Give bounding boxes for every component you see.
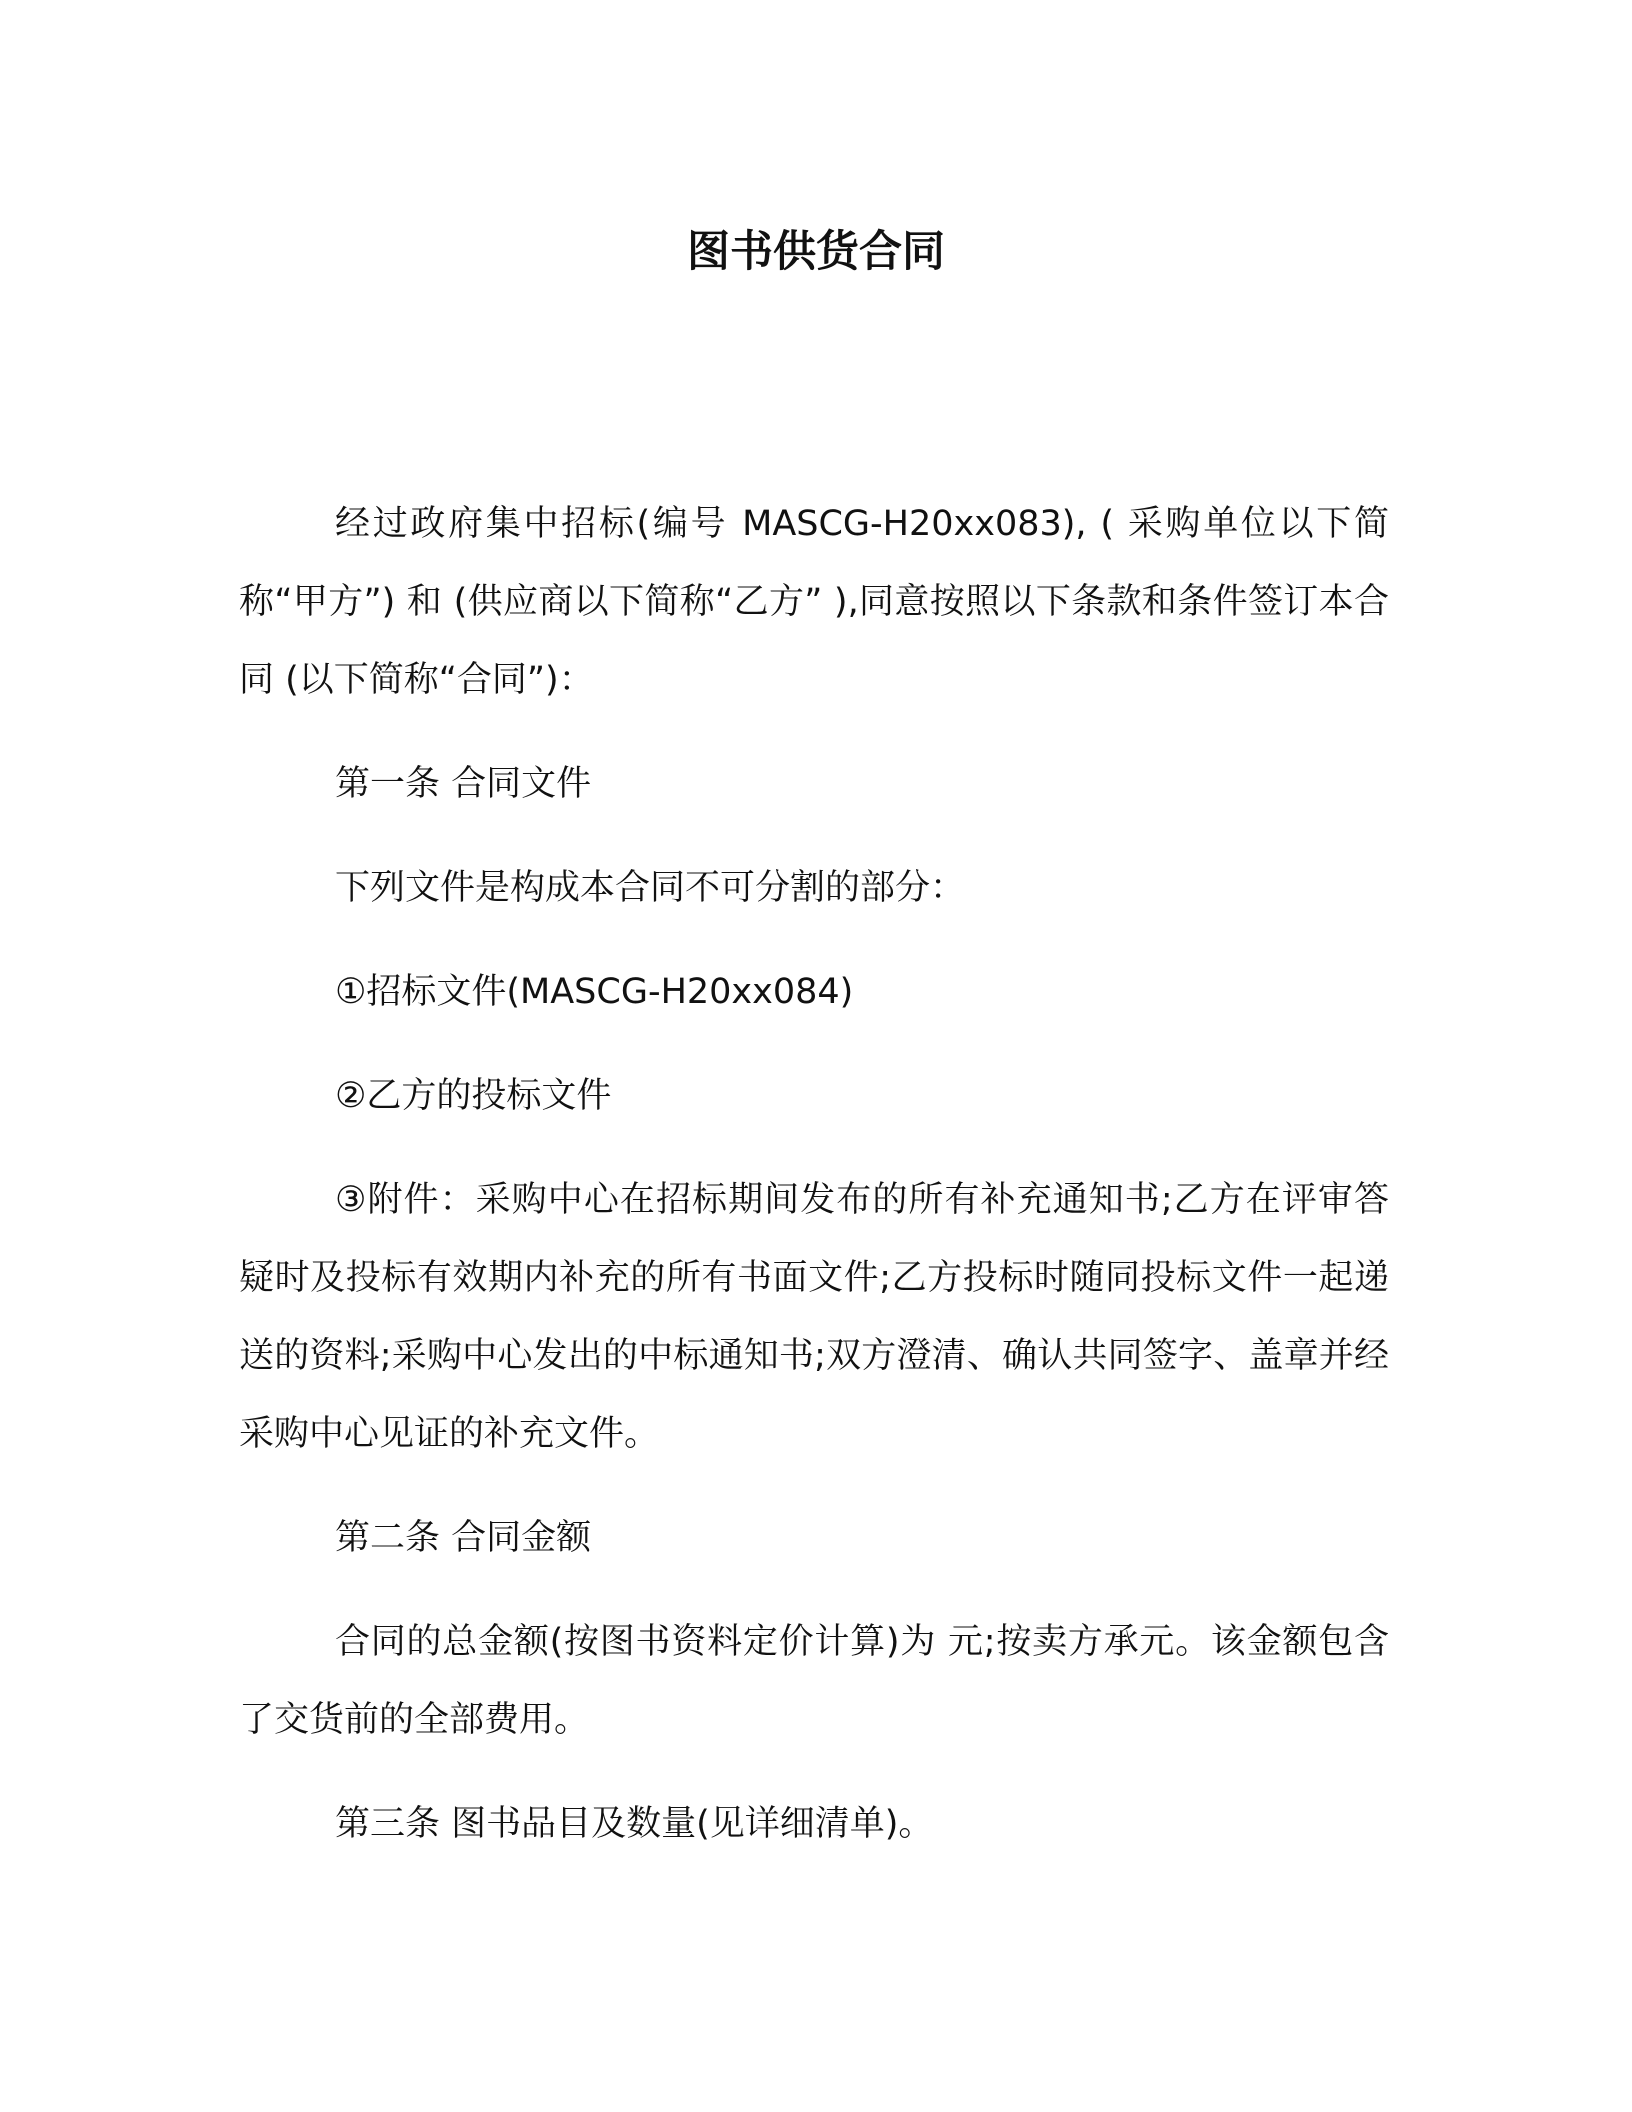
- intro-paragraph: 经过政府集中招标(编号 MASCG-H20xx083), ( 采购单位以下简称“甲方”) 和 (供应商以下简称“乙方” ),同意按照以下条款和条件签订本合同 (以下简称“合同”)：: [239, 504, 1389, 700]
- document-title: 图书供货合同: [687, 227, 945, 277]
- article-1-heading: 第一条 合同文件: [335, 764, 592, 804]
- list-item-tender-docs: ①招标文件(MASCG-H20xx084): [335, 972, 854, 1012]
- list-item-bid-docs: ②乙方的投标文件: [335, 1076, 612, 1116]
- article-1-intro: 下列文件是构成本合同不可分割的部分：: [335, 868, 966, 908]
- article-3-heading: 第三条 图书品目及数量(见详细清单)。: [335, 1804, 934, 1844]
- article-2-text: 合同的总金额(按图书资料定价计算)为 元;按卖方承元。该金额包含了交货前的全部费用。: [239, 1622, 1389, 1740]
- document-body: [239, 485, 1389, 1889]
- article-2-heading: 第二条 合同金额: [335, 1518, 592, 1558]
- list-item-attachments: ③附件：采购中心在招标期间发布的所有补充通知书;乙方在评审答疑时及投标有效期内补充的所有书面文件;乙方投标时随同投标文件一起递送的资料;采购中心发出的中标通知书;双方澄清、确认共同签字、盖章并经采购中心见证的补充文件。: [239, 1180, 1389, 1454]
